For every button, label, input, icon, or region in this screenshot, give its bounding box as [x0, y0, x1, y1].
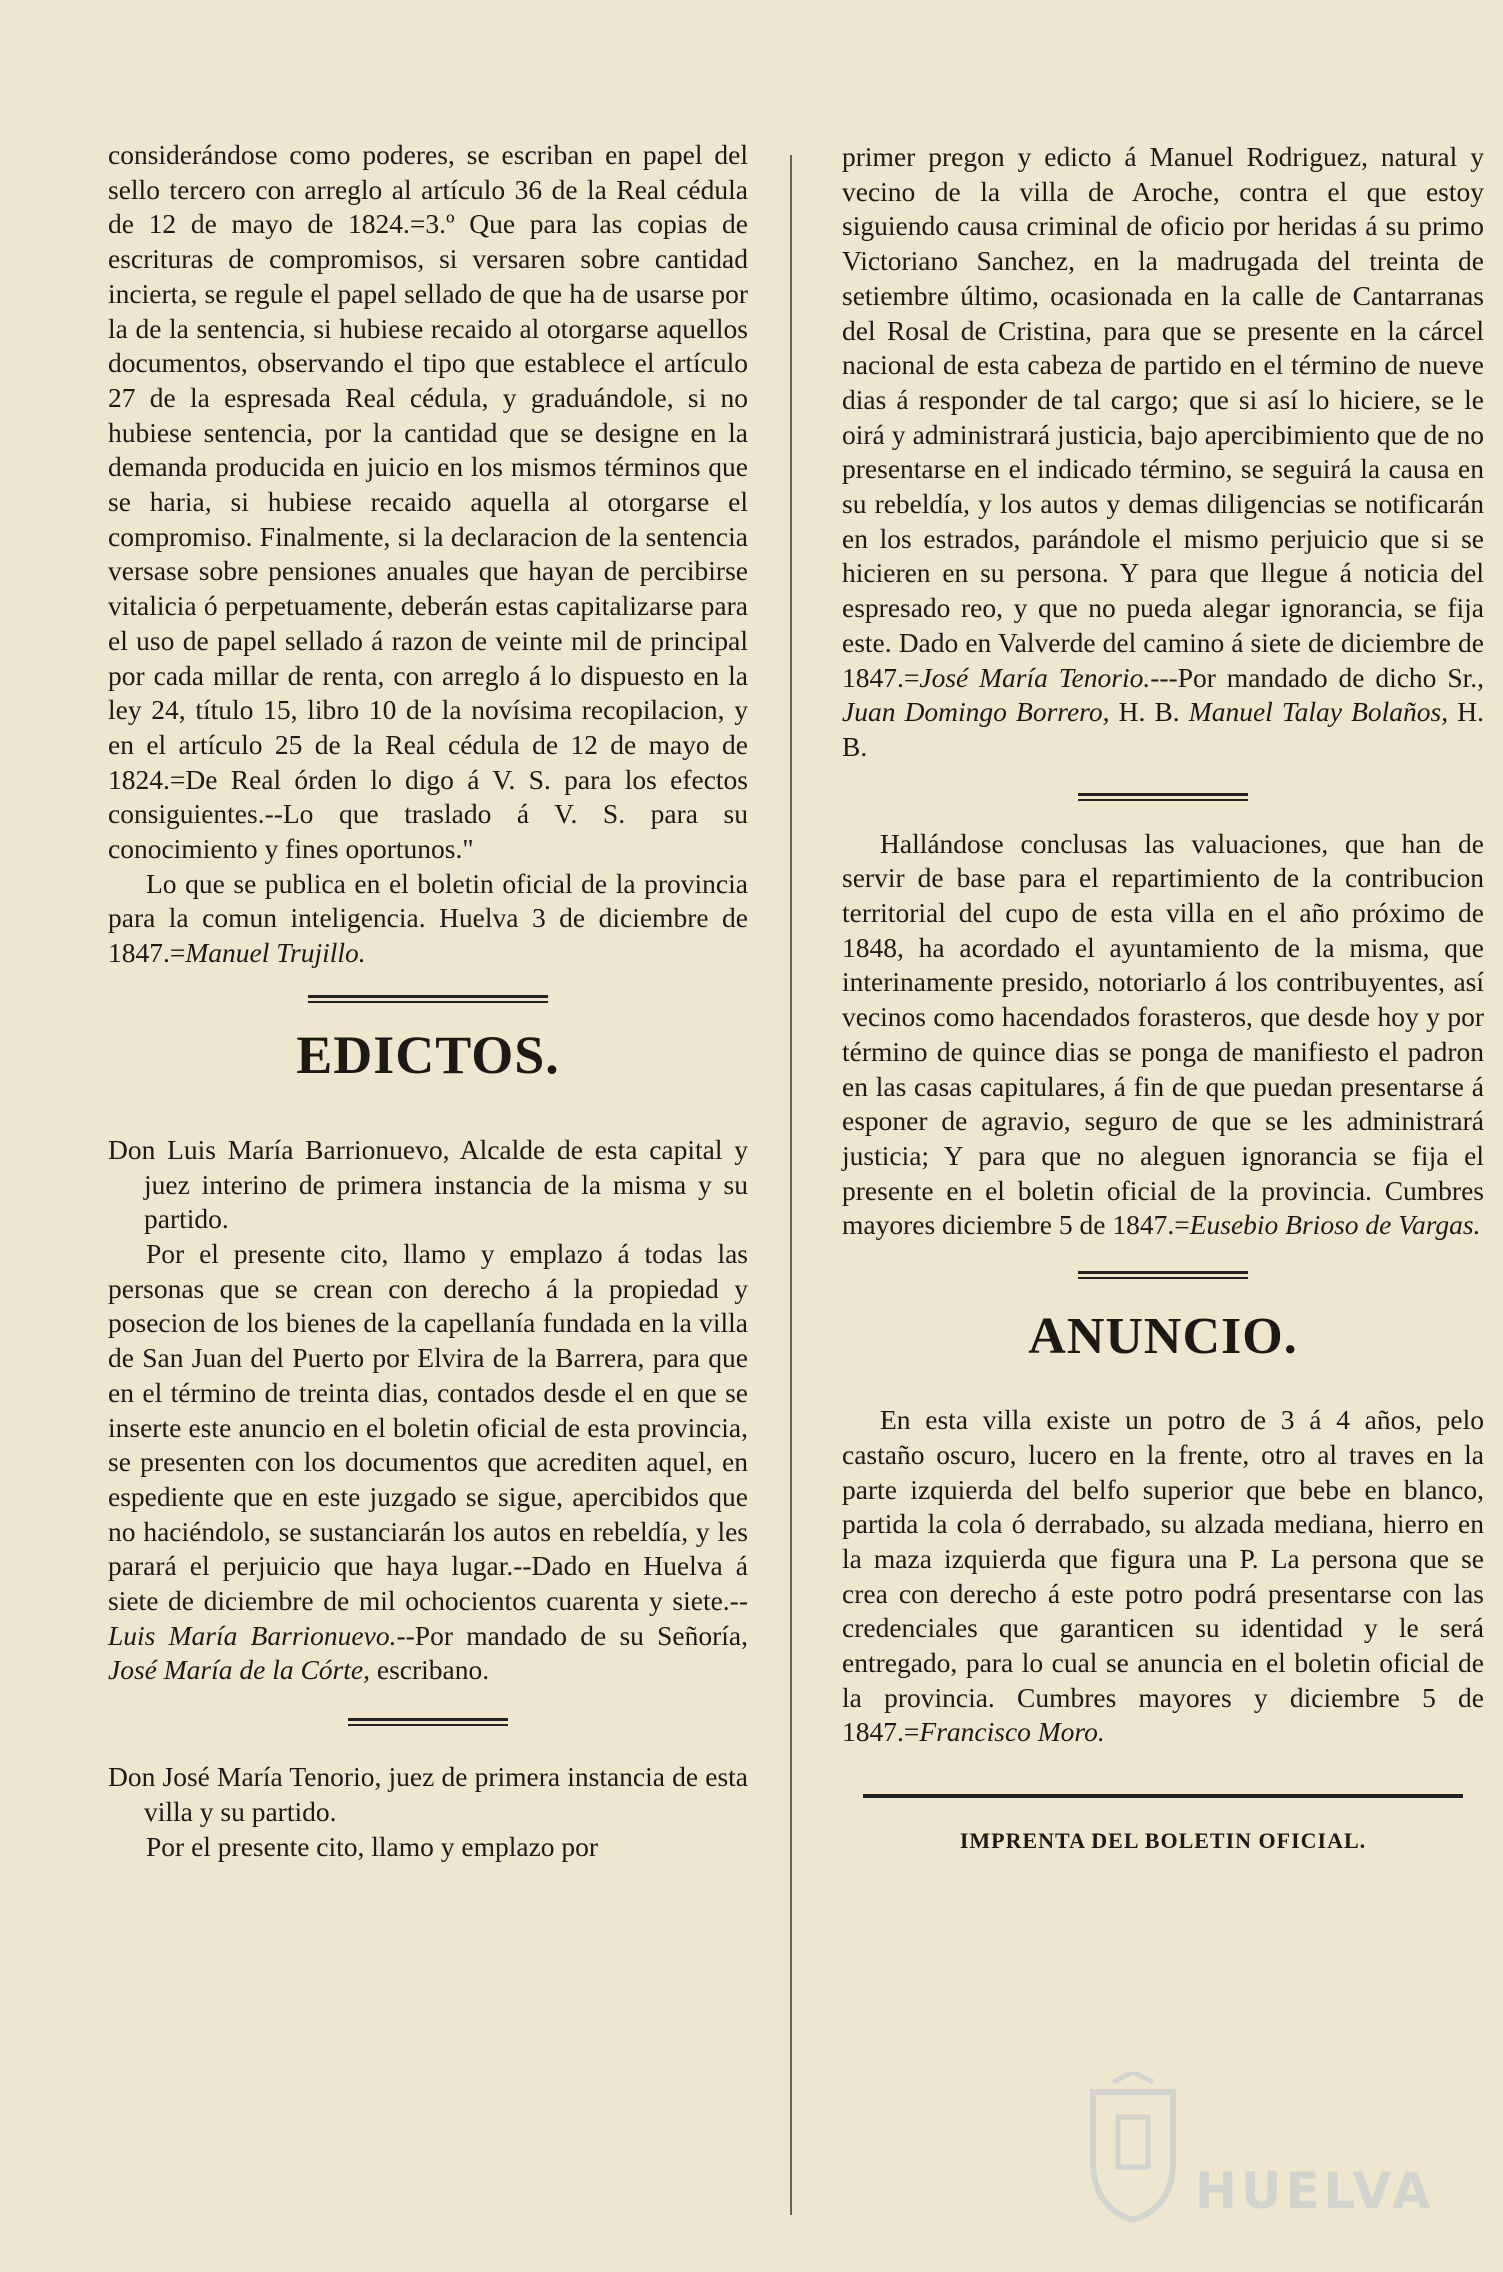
- printer-imprint: IMPRENTA DEL BOLETIN OFICIAL.: [959, 1828, 1367, 1854]
- left-column: [108, 138, 748, 1864]
- edict-2-body-start: Por el presente cito, llamo y emplazo por: [146, 1830, 599, 1862]
- signature: Eusebio Brioso de Vargas.: [1189, 1209, 1481, 1241]
- watermark-text: HUELVA: [1195, 2162, 1435, 2220]
- edict-1-heading: Don Luis María Barrionuevo, Alcalde de esta capital y juez interino de primera instancia de la misma y su partido.: [108, 1133, 748, 1235]
- right-column: [842, 140, 1484, 1854]
- shield-icon: [1083, 2072, 1183, 2222]
- section-separator: [308, 995, 548, 1003]
- decree-continuation: considerándose como poderes, se escriban en papel del sello tercero con arreglo al artículo 36 de la Real cédula de 12 de mayo de 1824.=3.º Que para las copias de escrituras de compromisos, si versaren sobre cantidad incierta, se regule el papel sellado de que ha de usarse por la de la sentencia, si hubiese recaido al otorgarse aquellos documentos, observando el tipo que establece el artículo 27 de la espresada Real cédula, y graduándole, si no hubiese sentencia, por la cantidad que se designe en la demanda producida en juicio en los mismos términos que se haria, si hubiese recaido aquella al otorgarse el compromiso. Finalmente, si la declaracion de la sentencia versase sobre pensiones anuales que hayan de percibirse vitalicia ó perpetuamente, deberán estas capitalizarse para el uso de papel sellado á razon de veinte mil de principal por cada millar de renta, con arreglo á lo dispuesto en la ley 24, título 15, libro 10 de la novísima recopilacion, y en el artículo 25 de la Real cédula de 12 de mayo de 1824.=De Real órden lo digo á V. S. para los efectos consiguientes.--Lo que traslado á V. S. para su conocimiento y fines oportunos.": [108, 139, 748, 865]
- column-divider: [790, 155, 792, 2215]
- footer-rule: [863, 1794, 1463, 1798]
- section-title-anuncio: ANUNCIO.: [1028, 1308, 1298, 1366]
- colt-notice: En esta villa existe un potro de 3 á 4 años, pelo castaño oscuro, lucero en la frente, otro al traves en la parte izquierda del belfo superior que bebe en blanco, partida la cola ó derrabado, su alzada mediana, hierro en la maza izquierda que figura una P. La persona que se crea con derecho á este potro podrá presentarse con las credenciales que garanticen su identidad y le será entregado, para lo cual se anuncia en el boletin oficial de la provincia. Cumbres mayores y diciembre 5 de 1847.=Francisco Moro.: [842, 1404, 1484, 1748]
- signature: Francisco Moro.: [919, 1716, 1105, 1748]
- edict-2-continuation: primer pregon y edicto á Manuel Rodriguez, natural y vecino de la villa de Aroche, contra el que estoy siguiendo causa criminal de oficio por heridas á su primo Victoriano Sanchez, en la madrugada del treinta de setiembre último, ocasionada en la calle de Cantarranas del Rosal de Cristina, para que se presente en la cárcel nacional de esta cabeza de partido en el término de nueve dias á responder de tal cargo; que si así lo hiciere, se le oirá y administrará justicia, bajo apercibimiento que de no presentarse en el indicado término, se seguirá la causa en su rebeldía, y los autos y demas diligencias se notificarán en los estrados, parándole el mismo perjuicio que si se hicieren en su persona. Y para que llegue á noticia del espresado reo, y que no pueda alegar ignorancia, se fija este. Dado en Valverde del camino á siete de diciembre de 1847.=José María Tenorio.---Por mandado de dicho Sr., Juan Domingo Borrero, H. B. Manuel Talay Bolaños, H. B.: [842, 141, 1485, 762]
- notice-separator: [1078, 793, 1248, 801]
- signature: Manuel Trujillo.: [185, 937, 366, 969]
- edict-2-heading: Don José María Tenorio, juez de primera instancia de esta villa y su partido.: [108, 1761, 748, 1827]
- huelva-watermark: [1083, 2032, 1435, 2232]
- valuation-notice: Hallándose conclusas las valuaciones, que han de servir de base para el repartimiento de la contribucion territorial del cupo de esta villa en el año próximo de 1848, ha acordado el ayuntamiento de la misma, que interinamente presido, notoriarlo á los contribuyentes, así vecinos como hacendados forasteros, que desde hoy y por término de quince dias se ponga de manifiesto el padron en las casas capitulares, á fin de que puedan presentarse á esponer de agravio, seguro de que se les administrará justicia; Y para que no aleguen ignorancia se fija el presente en el boletin oficial de la provincia. Cumbres mayores diciembre 5 de 1847.=Eusebio Brioso de Vargas.: [842, 827, 1484, 1241]
- edict-1-body: Por el presente cito, llamo y emplazo á todas las personas que se crean con derecho á la propiedad y posecion de los bienes de la capellanía fundada en la villa de San Juan del Puerto por Elvira de la Barrera, para que en el término de treinta dias, contados desde el en que se inserte este anuncio en el boletin oficial de esta provincia, se presenten con los documentos que acrediten aquel, en espediente que en este juzgado se sigue, apercibidos que no haciéndolo, se sustanciarán los autos en rebeldía, y les parará el perjuicio que haya lugar.--Dado en Huelva á siete de diciembre de mil ochocientos cuarenta y siete.--Luis María Barrionuevo.--Por mandado de su Señoría, José María de la Córte, escribano.: [108, 1237, 749, 1686]
- edict-separator: [348, 1718, 508, 1726]
- publication-notice: Lo que se publica en el boletin oficial de la provincia para la comun inteligencia. Huelva 3 de diciembre de 1847.=Manuel Trujillo.: [108, 867, 748, 969]
- section-title-edictos: EDICTOS.: [296, 1024, 560, 1085]
- section-separator: [1078, 1271, 1248, 1279]
